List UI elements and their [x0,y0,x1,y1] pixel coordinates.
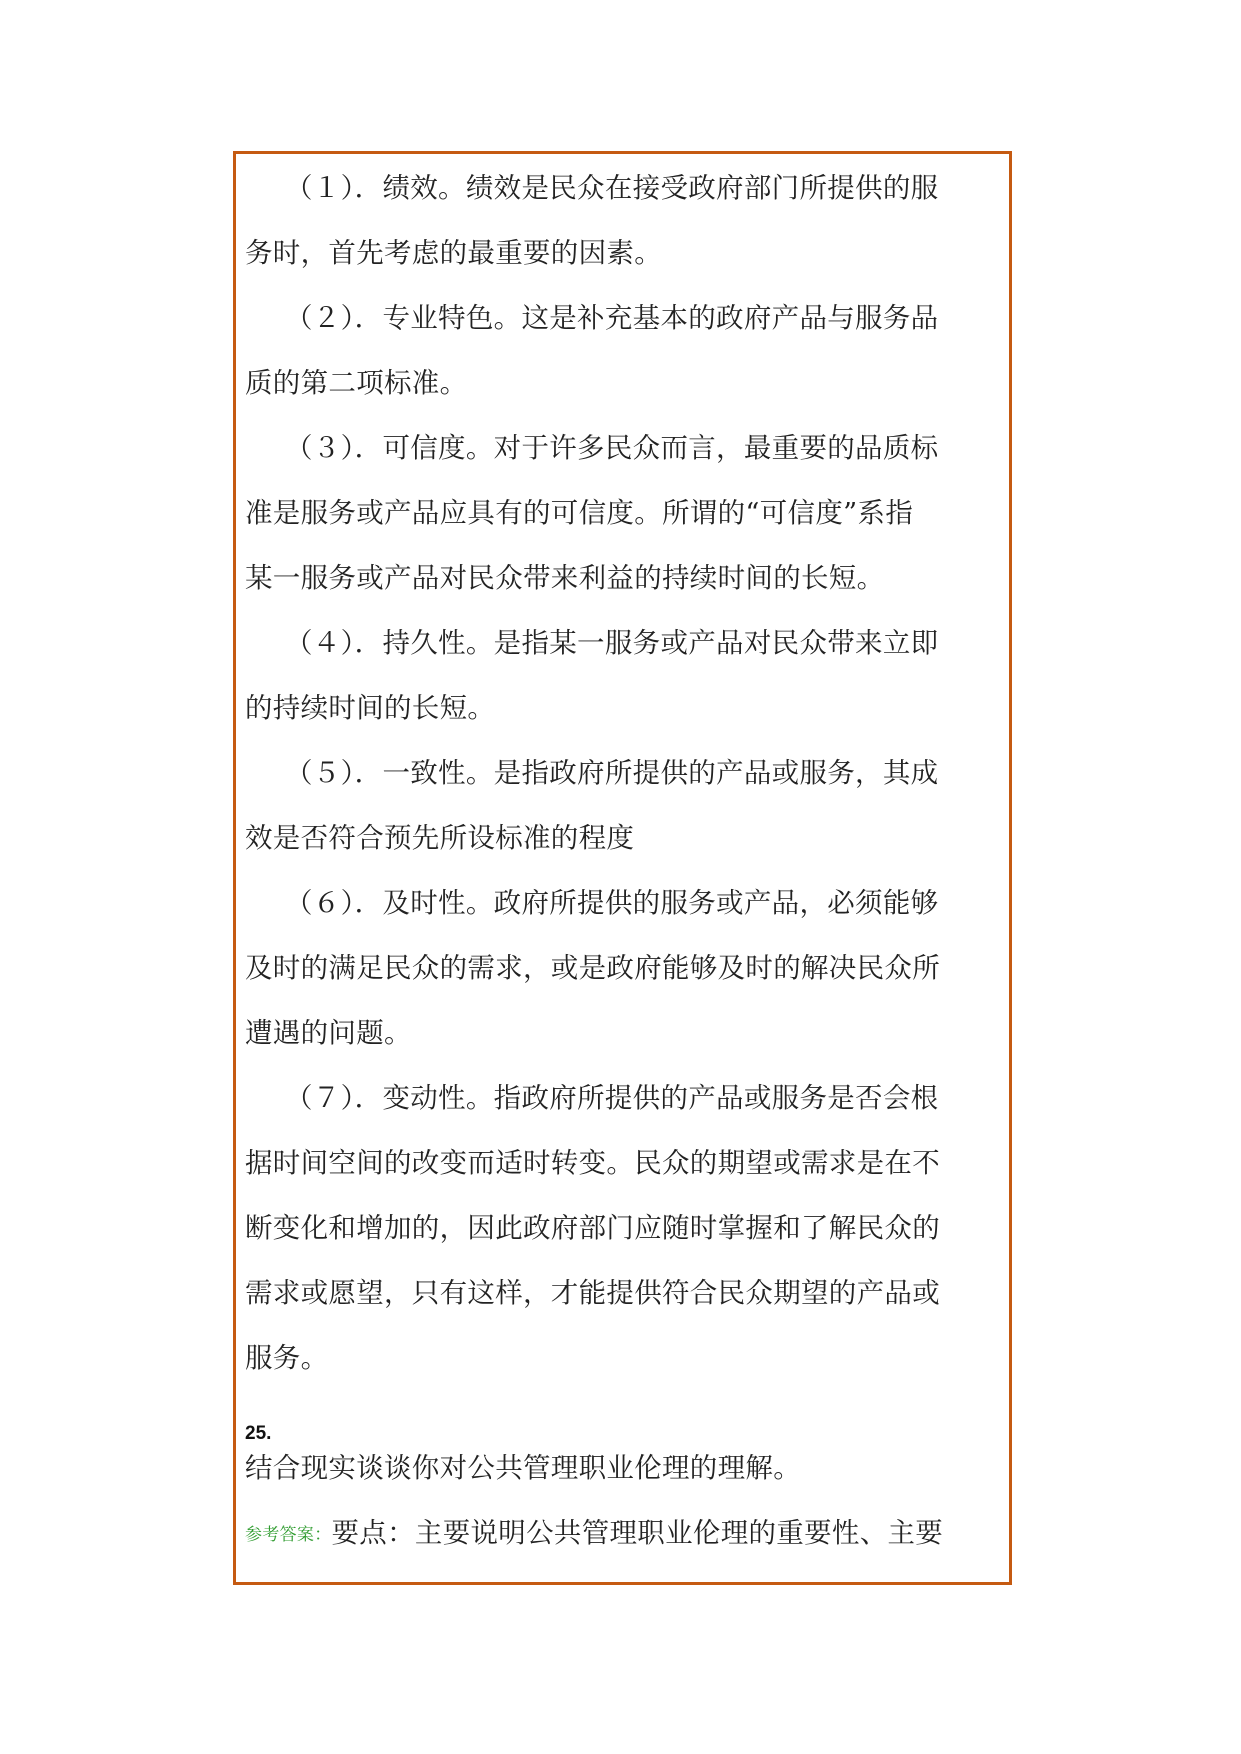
item-line: 务时，首先考虑的最重要的因素。 [245,237,662,269]
item-line: 准是服务或产品应具有的可信度。所谓的“可信度”系指 [245,497,914,529]
item-line: 某一服务或产品对民众带来利益的持续时间的长短。 [245,562,885,594]
list-item [245,871,985,1066]
item-line: 的持续时间的长短。 [245,692,496,724]
item-line: 遭遇的问题。 [245,1017,412,1049]
answer-label: 参考答案： [245,1525,332,1545]
item-line: 及时的满足民众的需求，或是政府能够及时的解决民众所 [245,952,940,984]
question-number: 25. [245,1423,272,1444]
question-text: 结合现实谈谈你对公共管理职业伦理的理解。 [245,1452,801,1484]
list-item [245,156,985,286]
answer-text: 要点：主要说明公共管理职业伦理的重要性、主要 [331,1517,944,1549]
item-line: 质的第二项标准。 [245,367,468,399]
item-line: （３）．可信度。对于许多民众而言，最重要的品质标 [285,432,939,464]
item-line: 需求或愿望，只有这样，才能提供符合民众期望的产品或 [245,1277,940,1309]
content-frame [233,151,1012,1585]
list-item [245,741,985,871]
item-line: 据时间空间的改变而适时转变。民众的期望或需求是在不 [245,1147,940,1179]
list-item [245,416,985,611]
item-line: （１）．绩效。绩效是民众在接受政府部门所提供的服 [285,172,939,204]
item-line: （６）．及时性。政府所提供的服务或产品，必须能够 [285,887,939,919]
list-item [245,1066,985,1391]
item-line: （７）．变动性。指政府所提供的产品或服务是否会根 [285,1082,939,1114]
item-line: 断变化和增加的，因此政府部门应随时掌握和了解民众的 [245,1212,940,1244]
item-line: （２）．专业特色。这是补充基本的政府产品与服务品 [285,302,939,334]
answer-line [245,1513,943,1555]
item-line: （４）．持久性。是指某一服务或产品对民众带来立即 [285,627,939,659]
item-line: （５）．一致性。是指政府所提供的产品或服务，其成 [285,757,939,789]
item-line: 效是否符合预先所设标准的程度 [245,822,635,854]
list-item [245,611,985,741]
list-item [245,286,985,416]
item-line: 服务。 [245,1342,329,1374]
